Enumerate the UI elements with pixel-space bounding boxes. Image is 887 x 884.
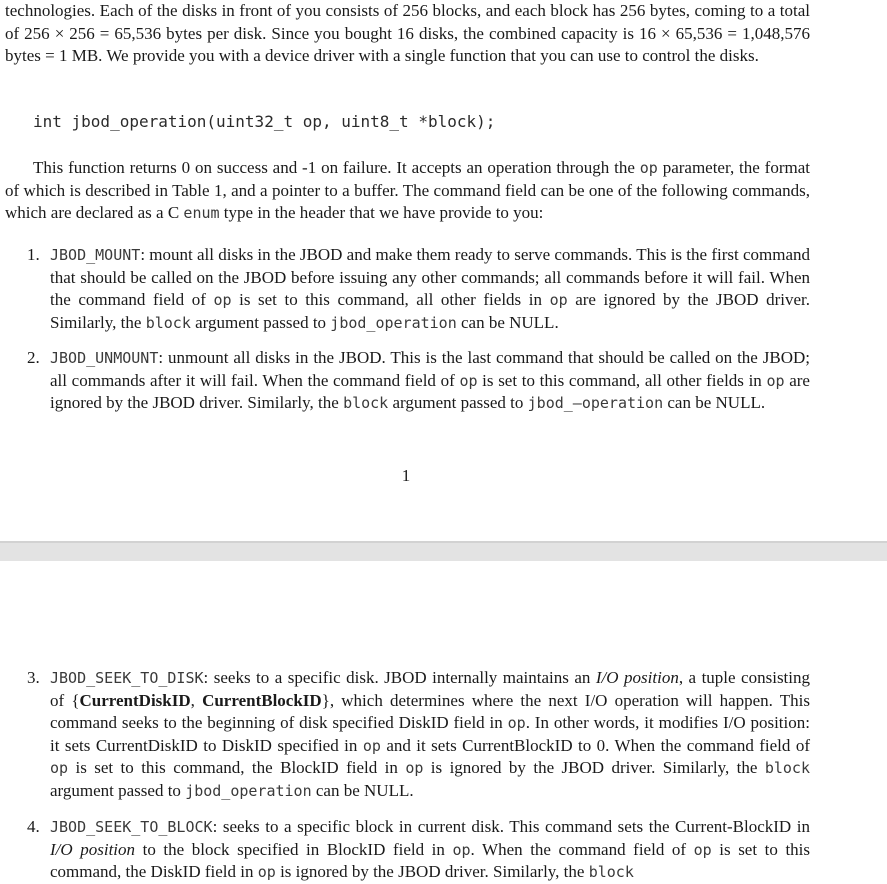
function-signature: int jbod_operation(uint32_t op, uint8_t *block); bbox=[33, 112, 496, 131]
code-cmd: JBOD_UNMOUNT bbox=[50, 349, 159, 367]
list-item-jbod-unmount bbox=[50, 347, 810, 415]
page-number: 1 bbox=[401, 466, 411, 485]
item-text: can be NULL. bbox=[311, 780, 414, 800]
desc-text: This function returns 0 on success and -1 on failure. It accepts an operation through the bbox=[33, 158, 640, 177]
page-separator bbox=[0, 541, 887, 561]
code-op: op bbox=[693, 840, 712, 859]
code-func: jbod_operation bbox=[330, 313, 457, 332]
item-text: argument passed to bbox=[190, 312, 331, 332]
item-text: is set to this command, all other fields in bbox=[477, 370, 767, 390]
item-text: }, which determines where the next I/O operation will happen. This command seeks to the beginning of disk specified DiskID field in bbox=[50, 690, 811, 732]
current-disk-id-term: CurrentDiskID bbox=[79, 690, 191, 710]
item-text: can be NULL. bbox=[456, 312, 559, 332]
code-op: op bbox=[459, 371, 478, 390]
code-func: jbod_–operation bbox=[527, 394, 664, 412]
code-func: jbod_operation bbox=[185, 781, 312, 800]
list-item-jbod-seek-to-block bbox=[50, 816, 810, 884]
list-number-1: 1. bbox=[27, 245, 40, 264]
list-number-2: 2. bbox=[27, 348, 40, 367]
code-op: op bbox=[639, 159, 658, 177]
code-cmd: JBOD_SEEK_TO_DISK bbox=[50, 669, 204, 687]
document-page-2 bbox=[0, 561, 887, 884]
item-text: . In other words, it modifies I/O position: it sets CurrentDiskID to DiskID specified in bbox=[50, 713, 810, 755]
io-position-term: I/O position bbox=[50, 839, 136, 859]
code-block: block bbox=[343, 394, 389, 412]
item-text: is ignored by the JBOD driver. Similarly, the bbox=[423, 758, 765, 777]
item-text: is ignored by the JBOD driver. Similarly, the bbox=[275, 862, 589, 881]
item-text: , bbox=[190, 690, 203, 710]
item-text: to the block specified in BlockID field in bbox=[135, 839, 453, 859]
item-text: is set to this command, the BlockID field in bbox=[68, 758, 406, 777]
code-op: op bbox=[362, 736, 381, 755]
item-text: is set to this command, all other fields in bbox=[231, 290, 550, 309]
desc-text: type in the header that we have provide to you: bbox=[219, 203, 544, 222]
item-text: . When the command field of bbox=[470, 839, 694, 859]
code-cmd: JBOD_SEEK_TO_BLOCK bbox=[50, 818, 213, 836]
item-text: : seeks to a specific block in current disk. This command sets the Current-BlockID in bbox=[212, 817, 810, 836]
code-block: block bbox=[588, 863, 634, 881]
code-op: op bbox=[257, 863, 276, 881]
item-text: argument passed to bbox=[50, 780, 186, 800]
current-block-id-term: CurrentBlockID bbox=[202, 690, 322, 710]
item-text: , a tuple consisting of { bbox=[50, 668, 811, 710]
io-position-term: I/O position bbox=[595, 668, 679, 687]
item-text: : mount all disks in the JBOD and make them ready to serve commands. This is the first command that should be called on the JBOD before issuing any other commands; all commands before it will fail. When the command field of bbox=[50, 245, 810, 309]
item-text: are ignored by the JBOD driver. Similarly, the bbox=[50, 290, 810, 332]
desc-text: parameter, the format of which is described in Table 1, and a pointer to a buffer. The command field can be one of the following commands, which are declared as a C bbox=[5, 158, 810, 222]
code-op: op bbox=[50, 759, 69, 777]
code-block: block bbox=[145, 313, 191, 332]
item-text: can be NULL. bbox=[663, 393, 766, 412]
item-text: argument passed to bbox=[388, 393, 528, 412]
item-text: and it sets CurrentBlockID to 0. When the command field of bbox=[380, 735, 810, 755]
code-enum: enum bbox=[183, 204, 220, 222]
intro-paragraph: technologies. Each of the disks in front of you consists of 256 blocks, and each block has 256 bytes, coming to a total of 256 × 256 = 65,536 bytes per disk. Since you bought 16 disks, the combined capacity is 16 × 65,536 = 1,048,576 bytes = 1 MB. We provide you with a device driver with a single function that you can use to control the disks. bbox=[5, 1, 810, 65]
code-cmd: JBOD_MOUNT bbox=[50, 246, 141, 264]
list-item-jbod-seek-to-disk bbox=[50, 667, 810, 802]
code-op: op bbox=[213, 291, 232, 309]
item-text: : seeks to a specific disk. JBOD internally maintains an bbox=[203, 668, 596, 687]
code-op: op bbox=[507, 714, 526, 732]
code-op: op bbox=[549, 291, 568, 309]
code-op: op bbox=[766, 371, 785, 390]
list-item-jbod-mount bbox=[50, 244, 810, 334]
list-number-4: 4. bbox=[27, 817, 40, 836]
code-op: op bbox=[405, 759, 424, 777]
function-description-paragraph bbox=[5, 157, 810, 225]
item-text: are ignored by the JBOD driver. Similarly, the bbox=[50, 370, 810, 412]
code-block: block bbox=[764, 759, 810, 777]
item-text: : unmount all disks in the JBOD. This is the last command that should be called on the JBOD; all commands after it will fail. When the command field of bbox=[50, 348, 810, 390]
list-number-3: 3. bbox=[27, 668, 40, 687]
item-text: is set to this command, the DiskID field in bbox=[50, 839, 811, 881]
code-op: op bbox=[452, 840, 471, 859]
